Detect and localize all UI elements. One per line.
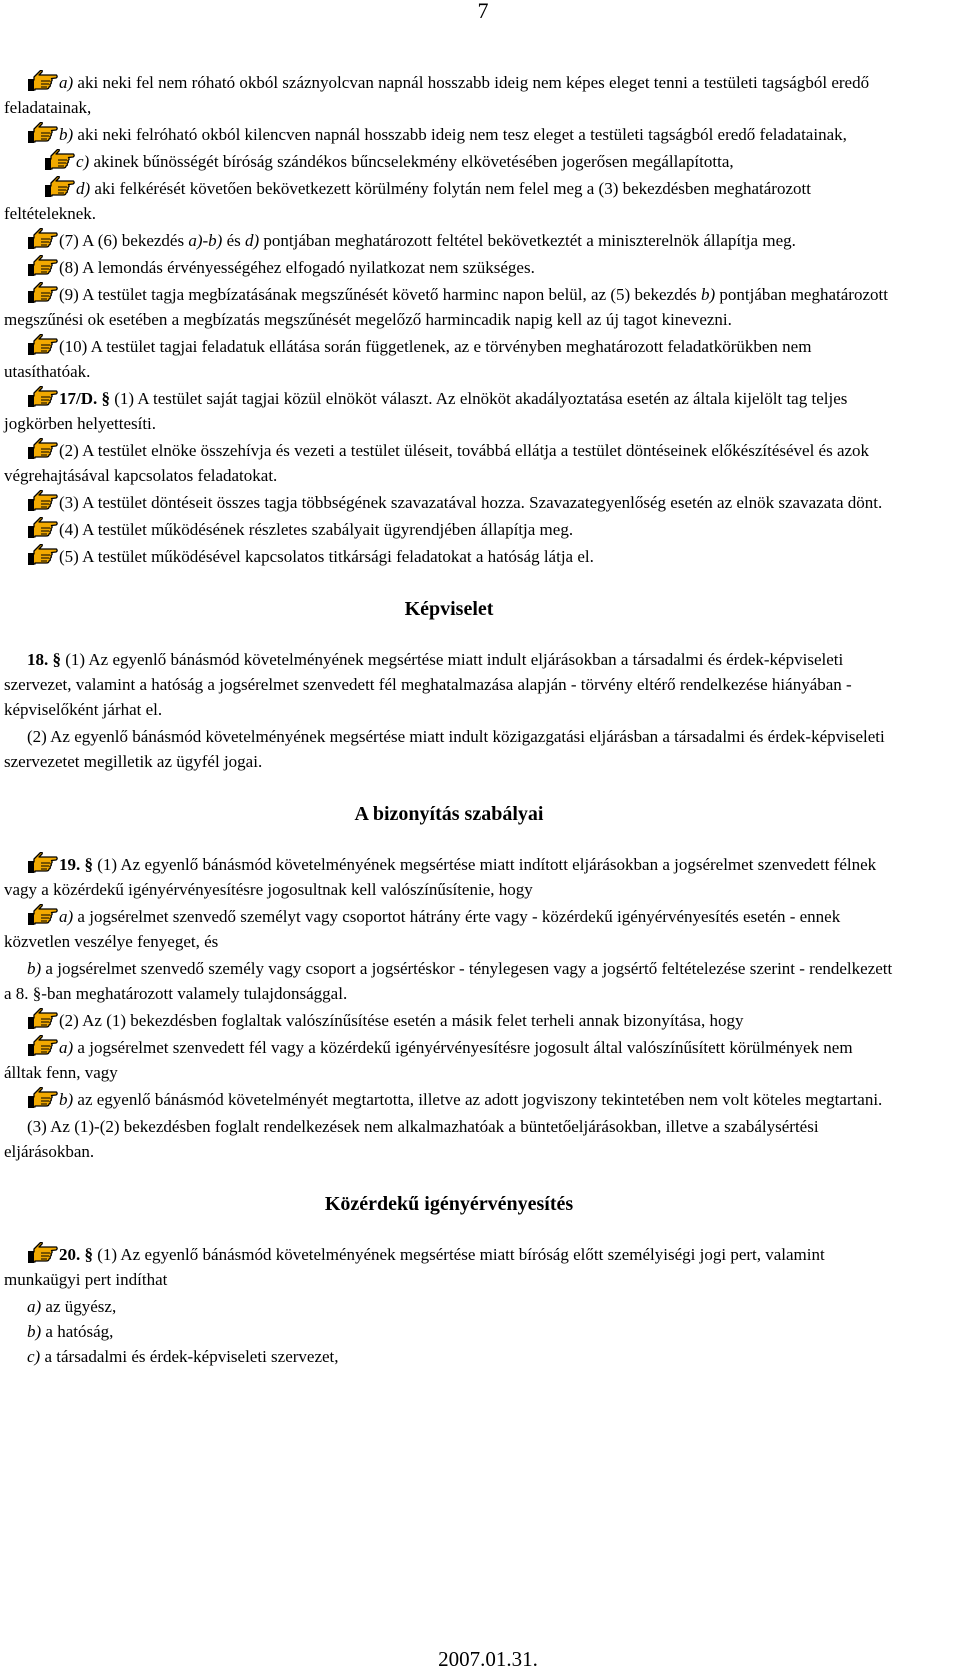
pointing-hand-icon <box>27 904 58 926</box>
section-19-a: a) a jogsérelmet szenvedő személyt vagy csoportot hátrány érte vagy - közérdekű igényérvényesítés esetén - ennek közvetlen veszélye fenyeget, és <box>4 904 894 954</box>
page-number: 7 <box>477 0 489 23</box>
section-18: 18. § (1) Az egyenlő bánásmód követelményének megsértése miatt indult eljárásokban a társadalmi és érdek-képviseleti szervezet, valamint a hatóság a jogsérelmet szenvedett fél meghatalmazása alapján - törvény eltérő rendelkezése hiányában - képviselőként járhat el. <box>4 650 852 719</box>
pointing-hand-icon <box>27 1035 58 1057</box>
pointing-hand-icon <box>27 386 58 408</box>
section-19-2-a: a) a jogsérelmet szenvedett fél vagy a közérdekű igényérvényesítésre jogosult által valószínűsített körülmények nem álltak fenn, vagy <box>4 1035 894 1085</box>
section-17d-2: (2) A testület elnöke összehívja és vezeti a testület üléseit, továbbá ellátja a testület döntéseinek előkészítésével és azok végrehajtásával kapcsolatos feladatokat. <box>4 438 894 488</box>
section-20-a: a) az ügyész, <box>27 1297 117 1316</box>
paragraph-b: b) aki neki felróható okból kilencven napnál hosszabb ideig nem tesz eleget a testületi tagságból eredő feladatainak, <box>4 122 894 147</box>
pointing-hand-icon <box>27 490 58 512</box>
pointing-hand-icon <box>27 1008 58 1030</box>
pointing-hand-icon <box>27 438 58 460</box>
pointing-hand-icon <box>27 1242 58 1264</box>
heading-bizonyitas: A bizonyítás szabályai <box>354 803 544 825</box>
section-17d-5: (5) A testület működésével kapcsolatos titkársági feladatokat a hatóság látja el. <box>4 544 894 569</box>
pointing-hand-icon <box>27 1087 58 1109</box>
paragraph-d: d) aki felkérését követően bekövetkezett körülmény folytán nem felel meg a (3) bekezdésben meghatározott feltételeknek. <box>4 176 894 226</box>
paragraph-8: (8) A lemondás érvényességéhez elfogadó nyilatkozat nem szükséges. <box>4 255 894 280</box>
paragraph-7: (7) A (6) bekezdés a)-b) és d) pontjában meghatározott feltétel bekövetkeztét a miniszterelnök állapítja meg. <box>4 228 894 253</box>
heading-kepviselet: Képviselet <box>404 598 494 620</box>
section-19-2: (2) Az (1) bekezdésben foglaltak valószínűsítése esetén a másik felet terheli annak bizonyítása, hogy <box>4 1008 894 1033</box>
document-body <box>4 70 894 1369</box>
paragraph-10: (10) A testület tagjai feladatuk ellátása során függetlenek, az e törvényben meghatározott feladatkörükben nem utasíthatóak. <box>4 334 894 384</box>
pointing-hand-icon <box>44 149 75 171</box>
section-20-b: b) a hatóság, <box>27 1322 114 1341</box>
section-17d: 17/D. § (1) A testület saját tagjai közül elnököt választ. Az elnököt akadályoztatása esetén az általa kijelölt tag teljes jogkörben helyettesíti. <box>4 386 894 436</box>
pointing-hand-icon <box>27 255 58 277</box>
paragraph-a: a) aki neki fel nem róható okból száznyolcvan napnál hosszabb ideig nem képes eleget tenni a testületi tagságból eredő feladatainak, <box>4 70 894 120</box>
pointing-hand-icon <box>27 334 58 356</box>
section-20: 20. § (1) Az egyenlő bánásmód követelményének megsértése miatt bíróság előtt személyiségi jogi pert, valamint munkaügyi pert indíthat <box>4 1242 894 1292</box>
section-19-b: b) a jogsérelmet szenvedő személy vagy csoport a jogsértéskor - ténylegesen vagy a jogsértő feltételezése szerint - rendelkezett a 8. §-ban meghatározott valamely tulajdonsággal. <box>4 959 893 1003</box>
pointing-hand-icon <box>27 122 58 144</box>
paragraph-9: (9) A testület tagja megbízatásának megszűnését követő harminc napon belül, az (5) bekezdés b) pontjában meghatározott megszűnési ok esetében a megbízatás megszűnését megelőző harmincadik napig kell az új tagot kinevezni. <box>4 282 894 332</box>
pointing-hand-icon <box>27 544 58 566</box>
pointing-hand-icon <box>44 176 75 198</box>
section-19-3: (3) Az (1)-(2) bekezdésben foglalt rendelkezések nem alkalmazhatóak a büntetőeljárásokban, illetve a szabálysértési eljárásokban. <box>4 1117 819 1161</box>
section-18-2: (2) Az egyenlő bánásmód követelményének megsértése miatt indult közigazgatási eljárásban a társadalmi és érdek-képviseleti szervezetet megilletik az ügyfél jogai. <box>4 727 885 771</box>
section-17d-3: (3) A testület döntéseit összes tagja többségének szavazatával hozza. Szavazategyenlőség esetén az elnök szavazata dönt. <box>4 490 894 515</box>
pointing-hand-icon <box>27 282 58 304</box>
footer-date: 2007.01.31. <box>438 1647 538 1671</box>
heading-kozerdeku: Közérdekű igényérvényesítés <box>324 1193 574 1215</box>
section-19: 19. § (1) Az egyenlő bánásmód követelményének megsértése miatt indított eljárásokban a jogsérelmet szenvedett félnek vagy a közérdekű igényérvényesítésre jogosultnak kell valószínűsítenie, hogy <box>4 852 894 902</box>
pointing-hand-icon <box>27 517 58 539</box>
pointing-hand-icon <box>27 852 58 874</box>
section-20-c: c) a társadalmi és érdek-képviseleti szervezet, <box>27 1347 339 1366</box>
pointing-hand-icon <box>27 228 58 250</box>
section-19-2-b: b) az egyenlő bánásmód követelményét megtartotta, illetve az adott jogviszony tekintetében nem volt köteles megtartani. <box>4 1087 894 1112</box>
pointing-hand-icon <box>27 70 58 92</box>
section-17d-4: (4) A testület működésének részletes szabályait ügyrendjében állapítja meg. <box>4 517 894 542</box>
paragraph-c: c) akinek bűnösségét bíróság szándékos bűncselekmény elkövetésében jogerősen megállapította, <box>4 149 894 174</box>
